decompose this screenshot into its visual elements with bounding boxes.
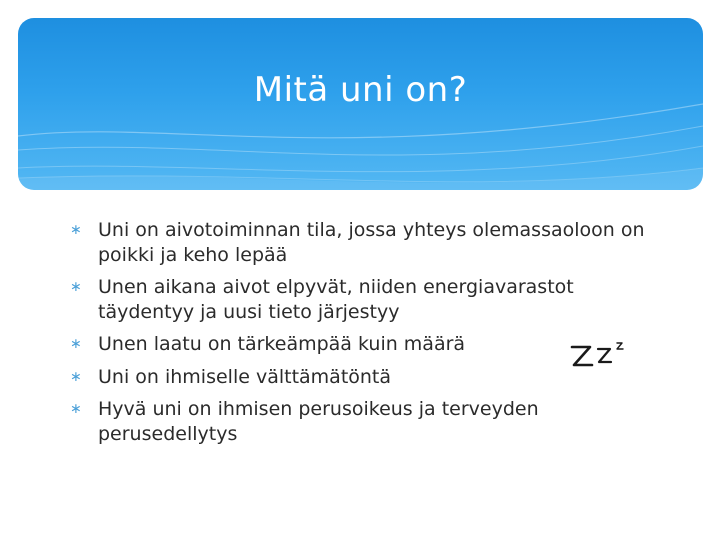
slide-title: Mitä uni on? bbox=[253, 70, 468, 110]
bullet-text: Unen aikana aivot elpyvät, niiden energiavarastot täydentyy ja uusi tieto järjestyy bbox=[98, 276, 574, 323]
list-item bbox=[70, 397, 670, 446]
bullet-text: Uni on aivotoiminnan tila, jossa yhteys olemassaoloon on poikki ja keho lepää bbox=[98, 219, 645, 266]
list-item bbox=[70, 275, 670, 324]
asterisk-bullet-icon: ∗ bbox=[70, 279, 82, 295]
bullet-text: Unen laatu on tärkeämpää kuin määrä bbox=[98, 333, 466, 355]
bullet-text: Uni on ihmiselle välttämätöntä bbox=[98, 365, 392, 388]
zzz-sleep-icon bbox=[566, 335, 630, 371]
asterisk-bullet-icon: ∗ bbox=[70, 368, 82, 385]
asterisk-bullet-icon: ∗ bbox=[70, 222, 82, 238]
list-item bbox=[70, 218, 670, 267]
asterisk-bullet-icon: ∗ bbox=[70, 336, 82, 352]
title-banner bbox=[18, 18, 703, 190]
asterisk-bullet-icon: ∗ bbox=[70, 401, 82, 417]
bullet-text: Hyvä uni on ihmisen perusoikeus ja terveyden perusedellytys bbox=[98, 398, 539, 445]
